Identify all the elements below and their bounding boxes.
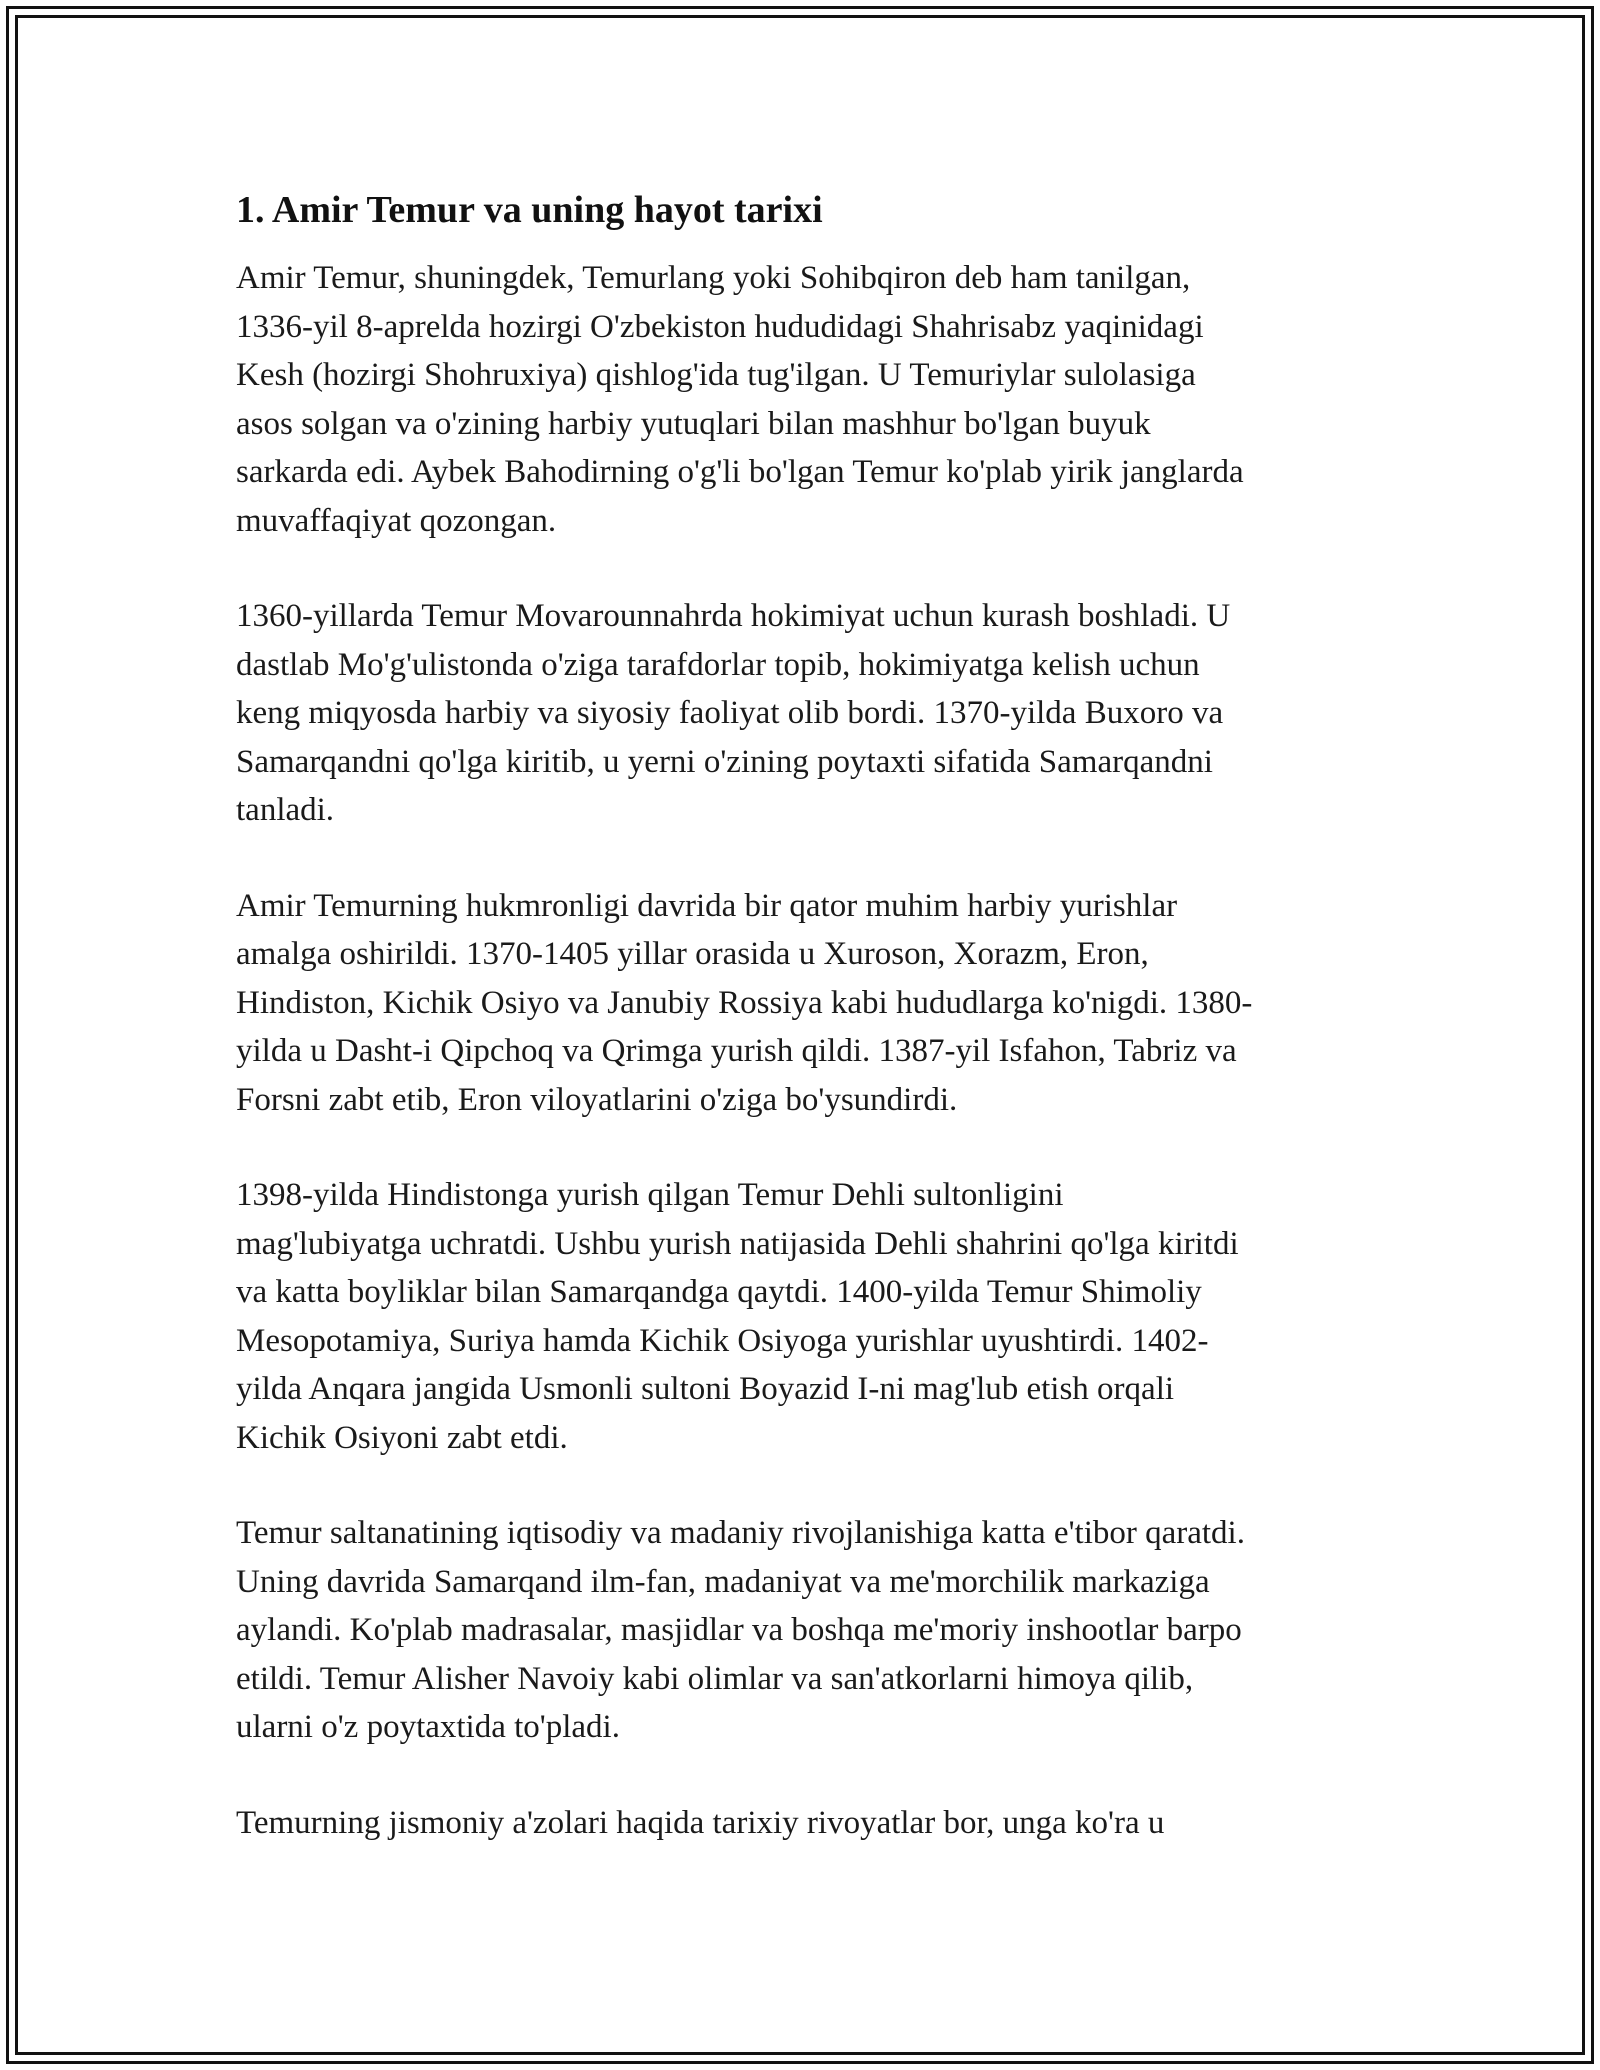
document-body (236, 186, 1376, 1894)
paragraph-6 (236, 1799, 1376, 1848)
section-title: 1. Amir Temur va uning hayot tarixi (236, 189, 823, 231)
text-line: yilda u Dasht-i Qipchoq va Qrimga yurish qildi. 1387-yil Isfahon, Tabriz va (236, 1033, 1237, 1069)
text-line: 1398-yilda Hindistonga yurish qilgan Temur Dehli sultonligini (236, 1177, 1064, 1213)
text-line: Kichik Osiyoni zabt etdi. (236, 1419, 568, 1456)
paragraph-5 (236, 1509, 1376, 1752)
text-line: etildi. Temur Alisher Navoiy kabi olimlar va san'atkorlarni himoya qilib, (236, 1660, 1194, 1697)
text-line: keng miqyosda harbiy va siyosiy faoliyat olib bordi. 1370-yilda Buxoro va (236, 695, 1224, 731)
text-line: Hindiston, Kichik Osiyo va Janubiy Rossiya kabi hududlarga ko'nigdi. 1380- (236, 984, 1253, 1021)
text-line: dastlab Mo'g'ulistonda o'ziga tarafdorlar topib, hokimiyatga kelish uchun (236, 646, 1200, 683)
text-line: Temurning jismoniy a'zolari haqida tarixiy rivoyatlar bor, unga ko'ra u (236, 1804, 1165, 1841)
text-line: 1336-yil 8-aprelda hozirgi O'zbekiston hududidagi Shahrisabz yaqinidagi (236, 308, 1204, 345)
text-line: Uning davrida Samarqand ilm-fan, madaniyat va me'morchilik markaziga (236, 1563, 1210, 1600)
text-line: aylandi. Ko'plab madrasalar, masjidlar va boshqa me'moriy inshootlar barpo (236, 1612, 1242, 1648)
text-line: yilda Anqara jangida Usmonli sultoni Boyazid I-ni mag'lub etish orqali (236, 1371, 1175, 1407)
text-line: 1360-yillarda Temur Movarounnahrda hokimiyat uchun kurash boshladi. U (236, 598, 1231, 634)
text-line: asos solgan va o'zining harbiy yutuqlari bilan mashhur bo'lgan buyuk (236, 405, 1151, 442)
text-line: Amir Temur, shuningdek, Temurlang yoki Sohibqiron deb ham tanilgan, (236, 260, 1191, 296)
text-line: Mesopotamiya, Suriya hamda Kichik Osiyoga yurishlar uyushtirdi. 1402- (236, 1322, 1209, 1359)
text-line: tanladi. (236, 792, 335, 828)
text-line: mag'lubiyatga uchratdi. Ushbu yurish natijasida Dehli shahrini qo'lga kiritdi (236, 1225, 1239, 1262)
text-line: sarkarda edi. Aybek Bahodirning o'g'li bo'lgan Temur ko'plab yirik janglarda (236, 454, 1244, 490)
text-line: amalga oshirildi. 1370-1405 yillar orasida u Xuroson, Xorazm, Eron, (236, 936, 1149, 972)
text-line: Amir Temurning hukmronligi davrida bir qator muhim harbiy yurishlar (236, 887, 1178, 924)
paragraph-4 (236, 1171, 1376, 1462)
text-line: muvaffaqiyat qozongan. (236, 502, 557, 539)
text-line: ularni o'z poytaxtida to'pladi. (236, 1709, 620, 1745)
text-line: Samarqandni qo'lga kiritib, u yerni o'zining poytaxti sifatida Samarqandni (236, 743, 1213, 780)
paragraph-3 (236, 882, 1376, 1125)
text-line: Kesh (hozirgi Shohruxiya) qishlog'ida tug'ilgan. U Temuriylar sulolasiga (236, 357, 1196, 393)
text-line: va katta boyliklar bilan Samarqandga qaytdi. 1400-yilda Temur Shimoliy (236, 1274, 1202, 1310)
text-line: Forsni zabt etib, Eron viloyatlarini o'ziga bo'ysundirdi. (236, 1081, 958, 1118)
paragraph-1 (236, 254, 1376, 545)
paragraph-2 (236, 592, 1376, 835)
text-line: Temur saltanatining iqtisodiy va madaniy rivojlanishiga katta e'tibor qaratdi. (236, 1515, 1245, 1551)
